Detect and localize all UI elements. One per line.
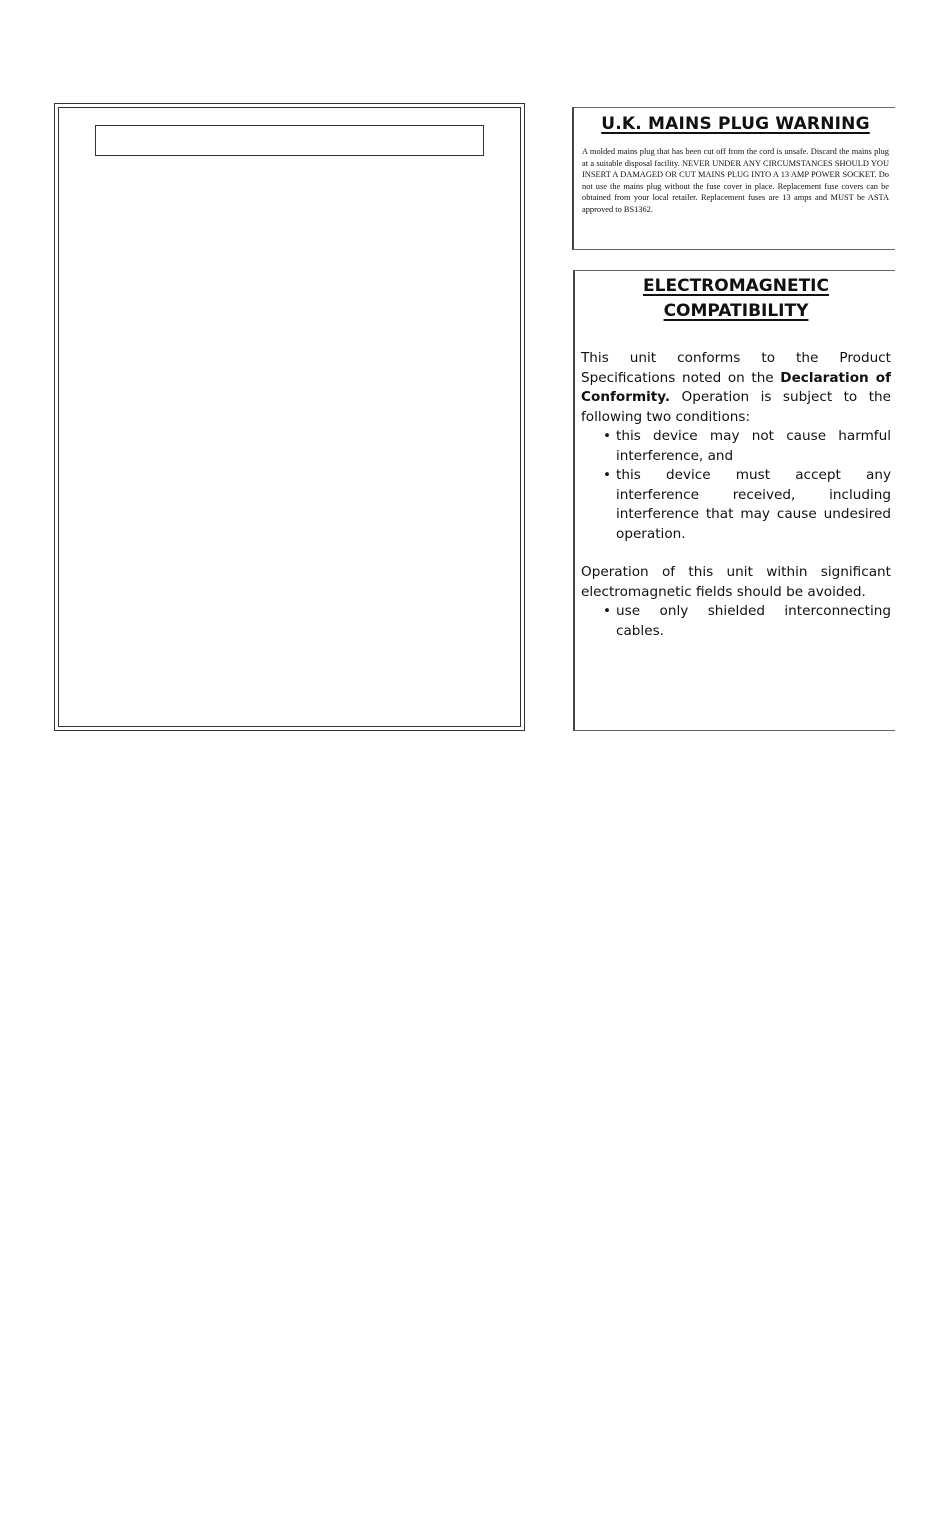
emc-second-paragraph: Operation of this unit within significant electromagnetic fields should be avoided. [581,564,891,600]
emc-recommendation-text: use only shielded interconnecting cables. [616,603,891,639]
emc-intro-part-2: Operation is subject to the following two conditions: [581,389,891,425]
emc-condition-text: this device may not cause harmful interference, and [616,428,891,464]
emc-intro-bold: Declaration of Conformity. [581,369,891,405]
uk-mains-plug-warning-panel [572,107,895,250]
bullet-icon: • [603,428,612,444]
blank-frame-inner-border [58,107,521,727]
emc-title-line-1: ELECTROMAGNETIC [643,276,829,296]
emc-recommendations-list [581,602,891,641]
emc-condition-text: this device must accept any interference received, including interference that may cause undesired operation. [616,467,891,542]
list-item [603,602,891,641]
emc-intro-part-1: This unit conforms to the Product Specifications noted on the [581,350,891,386]
list-item [603,427,891,466]
emc-title-line-2: COMPATIBILITY [663,301,809,321]
emc-title [581,274,891,324]
emc-conditions-list [581,427,891,544]
uk-warning-body: A molded mains plug that has been cut off from the cord is unsafe. Discard the mains plug at a suitable disposal facility. NEVER UNDER ANY CIRCUMSTANCES SHOULD YOU INSERT A DAMAGED OR CUT MAINS PLUG INTO A 13 AMP POWER SOCKET. Do not use the mains plug without the fuse cover in place. Replacement fuse covers can be obtained from your local retailer. Replacement fuses are 13 amps and MUST be ASTA approved to BS1362. [582,147,889,214]
emc-intro-paragraph [581,349,891,427]
bullet-icon: • [603,603,612,619]
blank-title-box [95,125,484,156]
bullet-icon: • [603,467,612,483]
emc-panel [573,270,895,731]
list-item [603,466,891,544]
spacer [581,544,891,563]
uk-warning-title: U.K. MAINS PLUG WARNING [601,114,870,134]
blank-frame [54,103,525,731]
